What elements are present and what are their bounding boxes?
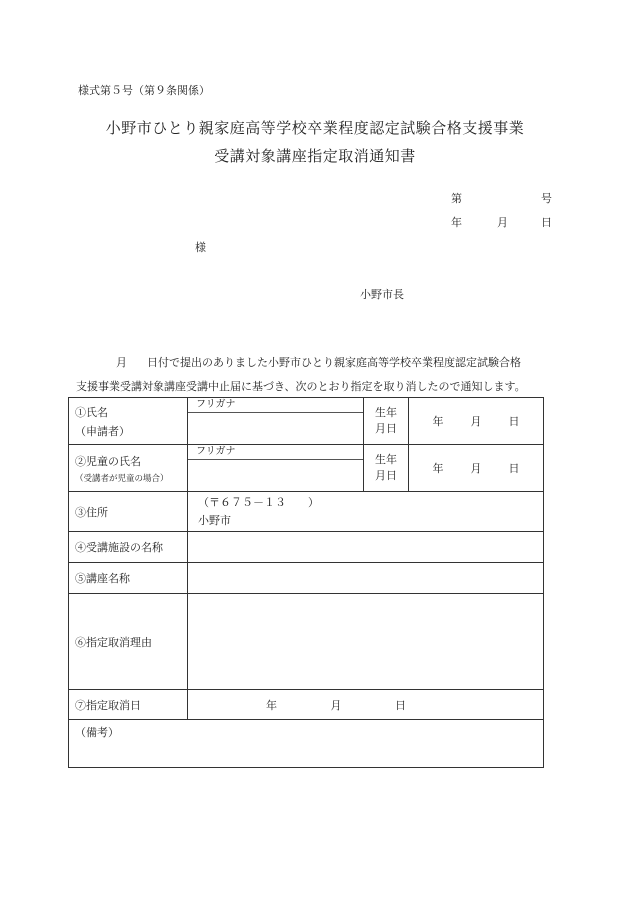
applicant-dob-label: 生年 月日 xyxy=(364,398,409,445)
document-title-line2: 受講対象講座指定取消通知書 xyxy=(214,147,416,165)
remarks-field[interactable] xyxy=(69,720,544,768)
child-dob-year: 年 xyxy=(432,462,444,475)
table-row xyxy=(69,398,544,445)
applicant-dob-day: 日 xyxy=(508,415,520,428)
child-name-label: ②児童の氏名 xyxy=(75,454,141,468)
child-name-label-cell xyxy=(69,445,188,492)
table-row xyxy=(69,532,544,563)
cancel-date-label: ⑦指定取消日 xyxy=(69,690,188,720)
child-dob-day: 日 xyxy=(508,462,520,475)
cancel-reason-label: ⑥指定取消理由 xyxy=(69,594,188,690)
issuer: 小野市長 xyxy=(360,288,404,301)
child-furigana-label: フリガナ xyxy=(188,445,363,460)
body-line1: 日付で提出のありました小野市ひとり親家庭高等学校卒業程度認定試験合格 xyxy=(147,356,521,369)
doc-number-prefix: 第 xyxy=(451,192,462,205)
facility-name-label: ④受講施設の名称 xyxy=(69,532,188,563)
child-dob-label: 生年 月日 xyxy=(364,445,409,492)
doc-date-day: 日 xyxy=(541,216,552,229)
table-row xyxy=(69,492,544,532)
applicant-sublabel: （申請者） xyxy=(75,424,130,438)
child-name-cell[interactable] xyxy=(188,445,364,492)
applicant-name-cell[interactable] xyxy=(188,398,364,445)
body-month: 月 xyxy=(116,356,127,369)
body-line2: 支援事業受講対象講座受講中止届に基づき、次のとおり指定を取り消したので通知します。 xyxy=(76,380,526,393)
doc-number-suffix: 号 xyxy=(541,192,552,205)
doc-date-year: 年 xyxy=(451,216,462,229)
applicant-dob-month: 月 xyxy=(470,415,482,428)
cancel-date-year: 年 xyxy=(266,698,277,712)
child-dob-field[interactable] xyxy=(409,445,544,492)
form-number: 様式第５号（第９条関係） xyxy=(78,84,210,97)
table-row xyxy=(69,445,544,492)
document-title-line1: 小野市ひとり親家庭高等学校卒業程度認定試験合格支援事業 xyxy=(105,119,525,137)
applicant-name-label-cell xyxy=(69,398,188,445)
cancel-date-day: 日 xyxy=(395,698,406,712)
info-table xyxy=(68,397,544,768)
address-field[interactable] xyxy=(188,492,544,532)
applicant-name-field[interactable] xyxy=(188,413,363,444)
table-row xyxy=(69,563,544,594)
postal-code: （〒６７５－１３ ） xyxy=(198,496,319,509)
cancel-date-field[interactable] xyxy=(188,690,544,720)
table-row xyxy=(69,720,544,768)
course-name-field[interactable] xyxy=(188,563,544,594)
table-row xyxy=(69,690,544,720)
course-name-label: ⑤講座名称 xyxy=(69,563,188,594)
child-dob-month: 月 xyxy=(470,462,482,475)
facility-name-field[interactable] xyxy=(188,532,544,563)
address-city: 小野市 xyxy=(198,514,231,527)
table-row xyxy=(69,594,544,690)
doc-date-month: 月 xyxy=(497,216,508,229)
addressee-suffix: 様 xyxy=(195,241,206,254)
remarks-label: （備考） xyxy=(75,726,119,739)
applicant-dob-field[interactable] xyxy=(409,398,544,445)
child-sublabel: （受講者が児童の場合） xyxy=(75,473,169,484)
address-label: ③住所 xyxy=(69,492,188,532)
cancel-reason-field[interactable] xyxy=(188,594,544,690)
child-name-field[interactable] xyxy=(188,460,363,491)
applicant-name-label: ①氏名 xyxy=(75,405,108,419)
applicant-furigana-label: フリガナ xyxy=(188,398,363,413)
cancel-date-month: 月 xyxy=(330,698,342,712)
applicant-dob-year: 年 xyxy=(432,415,444,428)
